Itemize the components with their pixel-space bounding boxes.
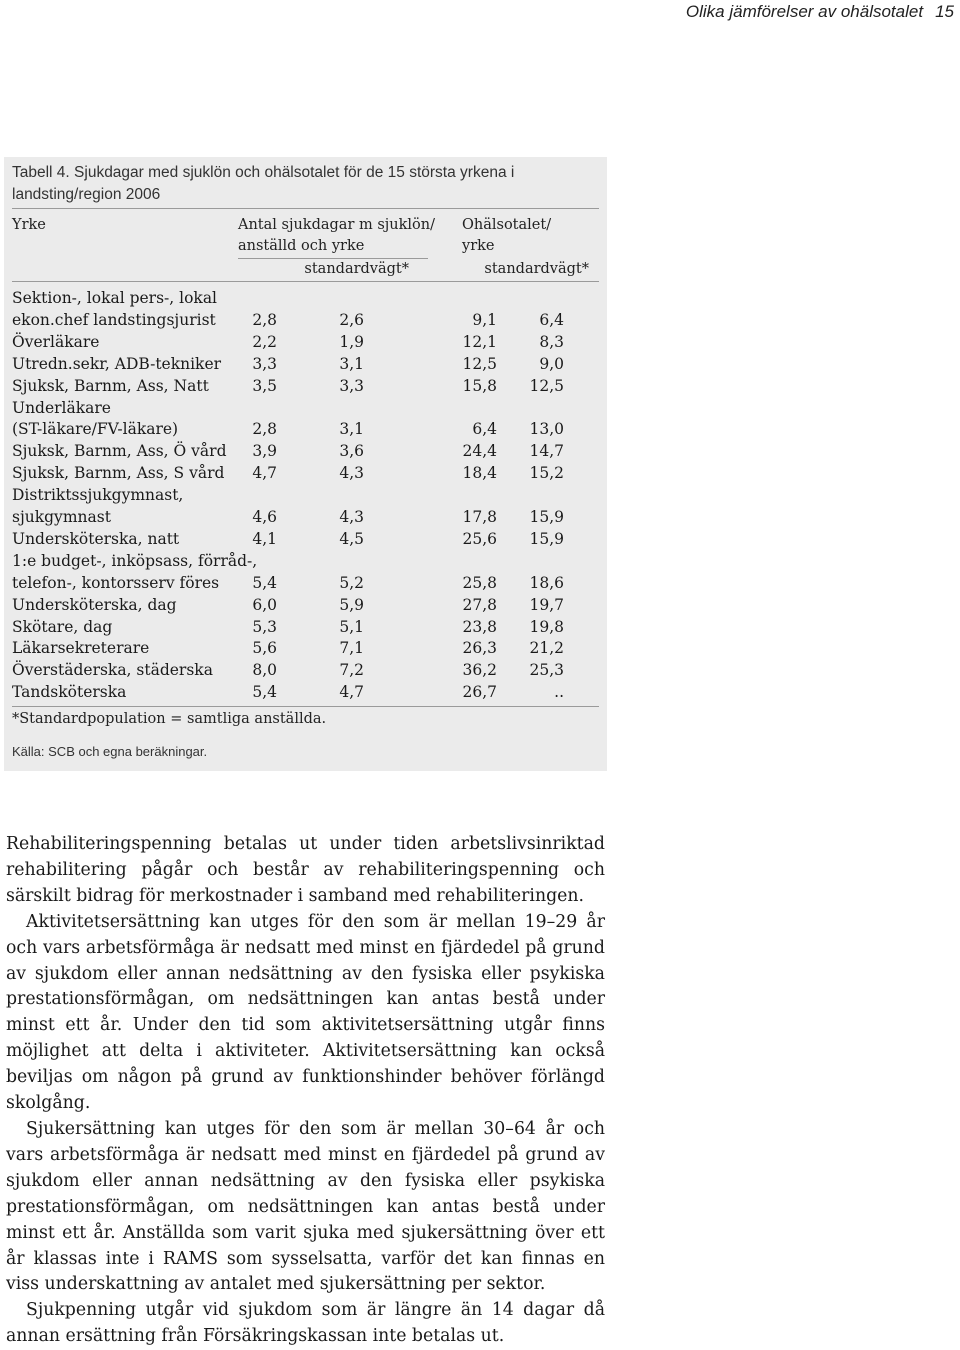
cell-ohalsotal-std-value: 15,9 [529,508,564,526]
cell-ohalsotal-std-value: 18,6 [529,573,564,592]
cell-yrke: Sektion-, lokal pers-, lokal [12,289,218,307]
cell-yrke: Sjuksk, Barnm, Ass, Natt [12,376,209,395]
cell-yrke: Skötare, dag [12,617,113,636]
cell-ohalsotal-value: 9,1 [472,310,497,329]
cell-sjukdagar-value: 2,8 [252,310,277,329]
cell-ohalsotal-std-value: 8,3 [539,332,564,351]
cell-sjukdagar-value: 5,4 [252,573,277,592]
cell-ohalsotal-std-value: 14,7 [529,442,564,461]
cell-sjukdagar-std-value: 3,1 [339,354,364,373]
cell-sjukdagar-std-value: 2,6 [339,310,364,329]
cell-sjukdagar-value: 4,1 [252,529,277,548]
cell-ohalsotal-std-value: 9,0 [539,354,564,373]
cell-sjukdagar-std-value: 4,3 [339,464,364,483]
cell-yrke: Läkarsekreterare [12,639,150,658]
cell-sjukdagar-value: 6,0 [252,595,277,614]
cell-ohalsotal-value: 15,8 [462,376,497,395]
cell-sjukdagar-value: 3,9 [252,442,277,461]
cell-sjukdagar-value: 2,8 [252,420,277,439]
cell-sjukdagar-value: 5,6 [252,639,277,658]
cell-ohalsotal-value: 26,3 [462,639,497,658]
cell-sjukdagar-std-value: 5,2 [339,573,364,592]
cell-yrke: Överläkare [12,332,100,351]
table-source: Källa: SCB och egna beräkningar. [12,744,208,759]
cell-yrke: Utredn.sekr, ADB-tekniker [12,354,222,373]
cell-yrke: sjukgymnast [12,508,111,526]
running-header [686,2,954,22]
paragraph-aktivitetsersattning: Aktivitetsersättning kan utges för den som är mellan 19–29 år och vars arbetsförmåga är nedsatt med minst en fjärdedel på grund av sjukdom eller annan nedsättning av den fysiska eller psykiska prestationsförmågan, om nedsättningen kan antas bestå under minst ett år. Under den tid som aktivitetsersättning utgår finns möjlighet att delta i aktiviteter. Aktivitetsersättning kan också beviljas om någon på grund av funktionshinder behöver förlängd skolgång. [6,911,605,1114]
cell-ohalsotal-std-value: .. [554,683,564,702]
col-header-ohalsotal-line2: yrke [462,238,495,254]
page-number: 15 [935,2,954,21]
cell-ohalsotal-value: 6,4 [472,420,497,439]
cell-sjukdagar-value: 3,5 [252,376,277,395]
cell-sjukdagar-value: 2,2 [252,332,277,351]
cell-ohalsotal-std-value: 19,8 [529,617,564,636]
cell-ohalsotal-value: 27,8 [462,595,497,614]
cell-sjukdagar-value: 4,7 [252,464,277,483]
col-header-standardvagt-2: standardvägt* [484,261,589,277]
cell-ohalsotal-value: 18,4 [462,464,497,483]
col-header-standardvagt-1: standardvägt* [304,261,409,277]
cell-ohalsotal-std-value: 12,5 [529,376,564,395]
cell-ohalsotal-std-value: 13,0 [529,420,564,439]
cell-ohalsotal-value: 12,5 [462,354,497,373]
cell-yrke: telefon-, kontorsserv föres [12,573,220,592]
cell-yrke: Sjuksk, Barnm, Ass, Ö vård [12,442,227,461]
cell-ohalsotal-value: 25,6 [462,529,497,548]
cell-sjukdagar-std-value: 4,7 [339,683,364,702]
cell-sjukdagar-value: 8,0 [252,661,277,680]
cell-ohalsotal-std-value: 15,2 [529,464,564,483]
cell-sjukdagar-std-value: 7,1 [339,639,364,658]
footer-rule [12,706,599,707]
col-header-yrke: Yrke [12,217,46,233]
cell-yrke: Undersköterska, natt [12,529,180,548]
running-title: Olika jämförelser av ohälsotalet [685,2,924,21]
cell-ohalsotal-value: 17,8 [462,508,497,526]
caption-rule [12,208,599,209]
cell-sjukdagar-std-value: 4,3 [339,508,364,526]
cell-ohalsotal-std-value: 15,9 [529,529,564,548]
cell-ohalsotal-value: 12,1 [462,332,497,351]
cell-sjukdagar-value: 5,3 [252,617,277,636]
cell-sjukdagar-std-value: 3,3 [339,376,364,395]
table-4 [4,157,607,771]
cell-ohalsotal-value: 23,8 [462,617,497,636]
cell-ohalsotal-value: 24,4 [462,442,497,461]
paragraph-rehabiliteringspenning: Rehabiliteringspenning betalas ut under tiden arbetslivsinriktad rehabilitering pågår och består av rehabiliteringspenning och särskilt bidrag för merkostnader i samband med rehabiliteringen. [6,834,605,906]
cell-ohalsotal-std-value: 21,2 [529,639,564,658]
cell-yrke: Tandsköterska [12,683,127,702]
cell-yrke: Underläkare [12,398,111,417]
col-header-ohalsotal-line1: Ohälsotalet/ [462,217,552,233]
cell-yrke: 1:e budget-, inköpsass, förråd-, [12,551,258,570]
cell-yrke: Sjuksk, Barnm, Ass, S vård [12,464,225,483]
cell-yrke: Distriktssjukgymnast, [12,486,184,505]
cell-sjukdagar-std-value: 1,9 [339,332,364,351]
cell-yrke: Undersköterska, dag [12,595,177,614]
cell-ohalsotal-value: 26,7 [462,683,497,702]
cell-sjukdagar-value: 4,6 [252,508,277,526]
cell-sjukdagar-std-value: 4,5 [339,529,364,548]
cell-ohalsotal-std-value: 6,4 [539,310,564,329]
cell-sjukdagar-std-value: 5,1 [339,617,364,636]
paragraph-sjukpenning: Sjukpenning utgår vid sjukdom som är längre än 14 dagar då annan ersättning från Försäkringskassan inte betalas ut. [6,1300,605,1347]
cell-sjukdagar-std-value: 3,6 [339,442,364,461]
cell-sjukdagar-value: 5,4 [252,683,277,702]
cell-sjukdagar-std-value: 3,1 [339,420,364,439]
paragraph-sjukersattning: Sjukersättning kan utges för den som är mellan 30–64 år och vars arbetsförmåga är nedsatt med minst en fjärdedel på grund av sjukdom eller annan nedsättning av den fysiska eller psykiska prestationsförmågan, om nedsättningen kan antas bestå under minst ett år. Anställda som varit sjuka med sjukersättning över ett år klassas inte i RAMS som sysselsatta, varför det kan finnas en viss underskattning av antalet med sjukersättning per sektor. [6,1118,605,1295]
cell-yrke: ekon.chef landstingsjurist [12,310,216,329]
cell-ohalsotal-value: 36,2 [462,661,497,680]
col-header-sjukdagar-line1: Antal sjukdagar m sjuklön/ [238,217,435,233]
header-rule [12,281,599,282]
table-footnote: *Standardpopulation = samtliga anställda. [12,711,327,727]
body-text [6,832,605,1350]
cell-sjukdagar-std-value: 5,9 [339,595,364,614]
cell-yrke: (ST-läkare/FV-läkare) [12,420,179,439]
table-caption: Tabell 4. Sjukdagar med sjuklön och ohälsotalet för de 15 största yrkena i landsting/region 2006 [12,164,515,203]
cell-sjukdagar-std-value: 7,2 [339,661,364,680]
cell-ohalsotal-std-value: 19,7 [529,595,564,614]
col-header-sjukdagar-line2: anställd och yrke [238,238,365,254]
cell-ohalsotal-value: 25,8 [462,573,497,592]
cell-sjukdagar-value: 3,3 [252,354,277,373]
cell-ohalsotal-std-value: 25,3 [529,661,564,680]
cell-yrke: Överstäderska, städerska [12,661,213,680]
